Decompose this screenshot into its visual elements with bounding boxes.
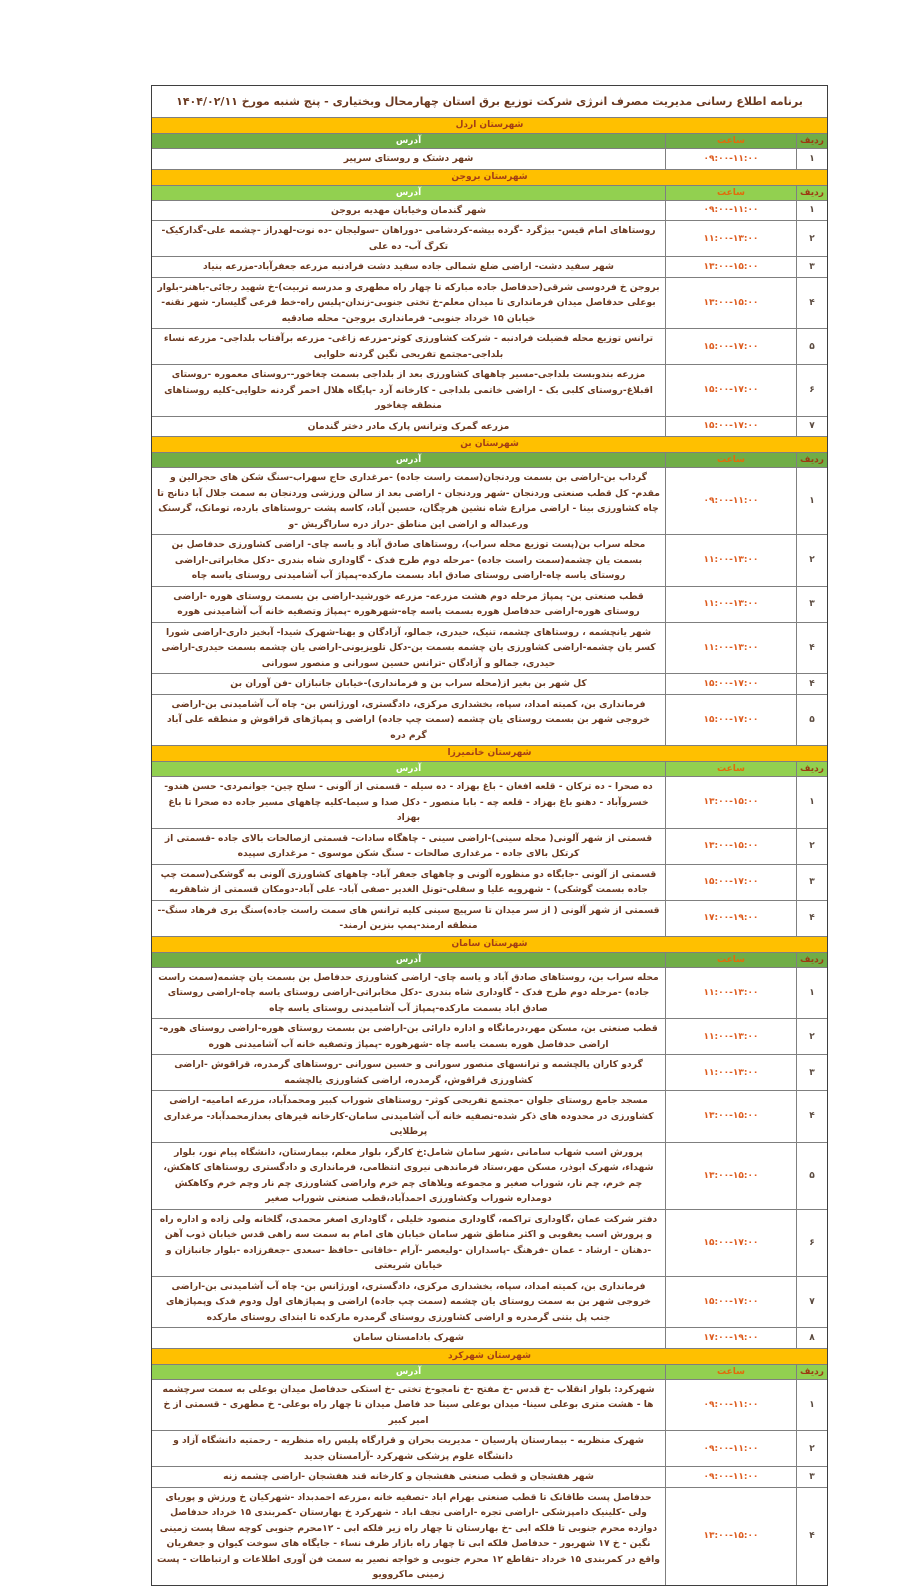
- schedule-row: [152, 220, 827, 256]
- address-cell: بروجن خ فردوسی شرقی(حدفاصل جاده مبارکه تا چهار راه مطهری و مدرسه تربیت)-خ شهید رجائی-باهنر-بلوار بوعلی حدفاصل میدان فرمانداری تا میدان معلم-خ تختی جنوبی-زندان-پلیس راه-خط فرعی گلیسار- شهر نقنه- خیابان ۱۵ خرداد جنوبی- فرمانداری بروجن- محله صادقیه: [152, 278, 666, 329]
- row-number-cell: ۴: [809, 678, 815, 689]
- schedule-row: [152, 277, 827, 329]
- section-rows: [152, 967, 827, 1348]
- schedule-row: [152, 1327, 827, 1348]
- column-header-time: ساعت: [666, 134, 797, 148]
- time-cell: ۰۹:۰۰-۱۱:۰۰: [666, 1380, 797, 1431]
- row-number-cell: ۴: [809, 297, 815, 308]
- address-cell: پرورش اسب شهاب سامانی ،شهر سامان شامل:خ کارگر، بلوار معلم، بیمارستان، دانشگاه پیام نور، بلوار شهداء، شهرک ابوذر، مسکن مهر،ستاد فرماندهی نیروی انتظامی، فرمانداری و دادگستری روستاهای کاهکش، چم خرم، چم نار، شوراب صغیر و مجموعه ویلاهای چم خرم واراضی کشاورزی چم نار وچم خرم وکاهکش دومداره شوراب وکشاورزی احمدآباد،قطب صنعتی شوراب صغیر: [152, 1143, 666, 1209]
- row-number-cell: ۶: [809, 1237, 815, 1248]
- schedule-row: [152, 828, 827, 864]
- county-header-bar: شهرستان اردل: [152, 117, 827, 133]
- row-number-cell: ۵: [809, 714, 815, 725]
- address-cell: ده صحرا - ده ترکان - قلعه افغان - باغ بهزاد - ده سیله - قسمتی از آلونی - سلح چین- جوانمردی- حسن هندو- خسروآباد - دهنو باغ بهزاد - قلعه چه - بابا منصور - دکل صدا و سیما-کلیه چاههای مسیر جاده ده صحرا تا باغ بهزاد: [152, 777, 666, 828]
- row-number-cell: ۴: [809, 1111, 815, 1122]
- row-number-cell: ۴: [809, 1531, 815, 1541]
- row-number-cell: ۸: [809, 1332, 815, 1343]
- county-section: [152, 169, 827, 437]
- time-cell: ۱۳:۰۰-۱۵:۰۰: [666, 257, 797, 277]
- column-header-address: آدرس: [152, 134, 666, 148]
- time-cell: ۱۳:۰۰-۱۵:۰۰: [666, 1488, 797, 1585]
- address-cell: کل شهر بن بغیر از(محله سراب بن و فرمانداری)-خیابان جانبازان -فن آوران بن: [152, 674, 666, 694]
- address-cell: مزرعه گمرک وترانس پارک مادر دختر گندمان: [152, 417, 666, 437]
- time-cell: ۱۵:۰۰-۱۷:۰۰: [666, 1277, 797, 1328]
- column-header-address: آدرس: [152, 186, 666, 200]
- county-header-bar: شهرستان بروجن: [152, 169, 827, 185]
- address-cell: شهر هفشجان و قطب صنعتی هفشجان و کارخانه قند هفشجان -اراضی چشمه زنه: [152, 1467, 666, 1487]
- schedule-row: [152, 1430, 827, 1466]
- column-header-address: آدرس: [152, 953, 666, 967]
- address-cell: ترانس توزیع محله فضیلت فرادنبه - شرکت کشاورزی کوثر-مزرعه زاغی- مزرعه برآفتاب بلداجی- مزرعه نساء بلداجی-مجتمع تفریحی نگین گردنه حلوایی: [152, 329, 666, 364]
- county-section: [152, 936, 827, 1348]
- column-header-rownum: ردیف: [797, 453, 827, 467]
- row-number-cell: ۲: [809, 1031, 815, 1042]
- time-cell: ۰۹:۰۰-۱۱:۰۰: [666, 201, 797, 221]
- column-header-address: آدرس: [152, 453, 666, 467]
- county-header-bar: شهرستان بن: [152, 436, 827, 452]
- schedule-row: [152, 864, 827, 900]
- column-header-address: آدرس: [152, 1365, 666, 1379]
- schedule-row: [152, 1142, 827, 1209]
- time-cell: ۱۵:۰۰-۱۷:۰۰: [666, 417, 797, 437]
- address-cell: قسمتی از آلونی -جایگاه دو منظوره آلونی و چاههای جعفر آباد- چاههای کشاورزی آلونی به گوشکی(سمت چپ جاده بسمت گوشکی) - شهرویه علیا و سفلی-تونل الغدیر -صفی آباد- علی آباد-دومکان قسمتی از شاهقریه: [152, 865, 666, 900]
- row-number-cell: ۱: [809, 797, 815, 808]
- schedule-row: [152, 1487, 827, 1585]
- document-title: برنامه اطلاع رسانی مدیریت مصرف انرژی شرکت توزیع برق استان چهارمحال وبختیاری - پنج شنبه مورخ ۱۴۰۴/۰۲/۱۱: [176, 95, 803, 108]
- row-number-cell: ۵: [809, 1170, 815, 1181]
- county-section: [152, 117, 827, 169]
- time-cell: ۱۳:۰۰-۱۵:۰۰: [666, 1091, 797, 1142]
- address-cell: شهر دشتک و روستای سرپیر: [152, 149, 666, 169]
- address-cell: شهر گندمان وخیابان مهدیه بروجن: [152, 201, 666, 221]
- time-cell: ۱۱:۰۰-۱۳:۰۰: [666, 1019, 797, 1054]
- time-cell: ۱۵:۰۰-۱۷:۰۰: [666, 674, 797, 694]
- time-cell: ۱۱:۰۰-۱۳:۰۰: [666, 221, 797, 256]
- time-cell: ۰۹:۰۰-۱۱:۰۰: [666, 1431, 797, 1466]
- county-section: [152, 745, 827, 936]
- row-number-cell: ۱: [809, 987, 815, 998]
- time-cell: ۱۵:۰۰-۱۷:۰۰: [666, 865, 797, 900]
- schedule-row: [152, 1379, 827, 1431]
- time-cell: ۱۵:۰۰-۱۷:۰۰: [666, 695, 797, 746]
- time-cell: ۱۳:۰۰-۱۵:۰۰: [666, 1143, 797, 1209]
- schedule-row: [152, 1209, 827, 1276]
- row-number-cell: ۴: [809, 642, 815, 653]
- outage-schedule-document: [151, 85, 828, 1586]
- row-number-cell: ۳: [809, 1067, 815, 1078]
- schedule-row: [152, 900, 827, 936]
- row-number-cell: ۳: [809, 261, 815, 272]
- schedule-row: [152, 256, 827, 277]
- time-cell: ۰۹:۰۰-۱۱:۰۰: [666, 468, 797, 534]
- column-header-rownum: ردیف: [797, 762, 827, 776]
- address-cell: شهرکرد: بلوار انقلاب -خ قدس -خ مفتح -خ نامجو-خ تختی -خ استکی حدفاصل میدان بوعلی به سمت سرچشمه ها - هشت متری بوعلی سینا- میدان بوعلی سینا حد فاصل میدان تا چهار راه بوعلی- خ مطهری - قسمتی از خ امیر کبیر: [152, 1380, 666, 1431]
- address-cell: دفتر شرکت عمان ،گاوداری تراکمه، گاوداری منصود خلیلی ، گاوداری اصغر محمدی، گلخانه ولی زاده و اداره راه و پرورش اسب یعقوبی و اکثر مناطق شهر سامان خیابان های امام به سمت سه راهی قدس خیابان ذوب آهن -دهنان - ارشاد - عمان -فرهنگ -پاسداران -ولیعصر -آرام -خاقانی -حافظ -سعدی -جعفرزاده -بلوار جانبازان و خیابان شریعتی: [152, 1210, 666, 1276]
- schedule-row: [152, 200, 827, 221]
- county-header-bar: شهرستان شهرکرد: [152, 1348, 827, 1364]
- schedule-row: [152, 364, 827, 416]
- schedule-row: [152, 148, 827, 169]
- row-number-cell: ۳: [809, 877, 815, 887]
- row-number-cell: ۲: [809, 555, 815, 566]
- schedule-row: [152, 1276, 827, 1328]
- row-number-cell: ۱: [809, 153, 815, 164]
- column-header-row: [152, 952, 827, 967]
- row-number-cell: ۲: [809, 1443, 815, 1454]
- sections-container: [152, 117, 827, 1585]
- address-cell: شهر یانچشمه ، روستاهای چشمه، تنیک، حیدری، جمالو، آزادگان و یهنا-شهرک شیدا- آبخیز داری-اراضی شورا کسر یان چشمه-اراضی کشاورزی یان چشمه بسمت بن-دکل تلویزیونی-اراضی یان چشمه بسمت حیدری-اراضی حیدری، جمالو و آزادگان -ترانس حسین سورانی و منصور سورانی: [152, 623, 666, 674]
- column-header-time: ساعت: [666, 762, 797, 776]
- section-rows: [152, 776, 827, 936]
- column-header-row: [152, 761, 827, 776]
- county-section: [152, 1348, 827, 1585]
- address-cell: قطب صنعتی بن- پمپاژ مرحله دوم هشت مزرعه- مزرعه خورشید-اراضی بن بسمت روستای هوره -اراضی روستای هوره-اراضی حدفاصل هوره بسمت یاسه چاه-شهرهوره -پمپاژ وتصفیه خانه آب آشامیدنی هوره: [152, 587, 666, 622]
- time-cell: ۱۳:۰۰-۱۵:۰۰: [666, 829, 797, 864]
- address-cell: مسجد جامع روستای جلوان -مجتمع تفریحی کوثر- روستاهای شوراب کبیر ومحمدآباد، مزرعه امامیه- اراضی کشاورزی در محدوده های ذکر شده-تصفیه خانه آب آشامیدنی سامان-کارخانه قیرهای بعدازمحمدآباد- مرغداری پرطلایی: [152, 1091, 666, 1142]
- column-header-time: ساعت: [666, 1365, 797, 1379]
- time-cell: ۱۳:۰۰-۱۵:۰۰: [666, 777, 797, 828]
- schedule-row: [152, 328, 827, 364]
- address-cell: حدفاصل پست طاقانک تا قطب صنعتی بهرام اباد -تصفیه خانه ،مزرعه احمدبداد -شهرکیان خ ورزش و پوریای ولی -کلینیک دامپزشکی -اراضی تجره -اراضی نجف اباد - شهرکرد خ بهارستان -کمربندی ۱۵ خرداد حدفاصل دوازده محرم جنوبی تا فلکه ابی -خ بهارستان تا چهار راه زیر فلکه ابی - ۱۲محرم جنوبی کوچه سقا پست زمینی نگین - خ ۱۷ شهریور - حدفاصل فلکه ابی تا چهار راه بازار طرف نساء - جایگاه های سوخت کیوان و جعفریان واقع در کمربندی ۱۵ خرداد -تقاطع ۱۲ محرم جنوبی و خواجه نصیر به سمت فن آوری اطلاعات و ارتباطات - پست زمینی ماکروویو: [152, 1488, 666, 1585]
- time-cell: ۱۳:۰۰-۱۵:۰۰: [666, 278, 797, 329]
- section-rows: [152, 148, 827, 169]
- column-header-rownum: ردیف: [797, 953, 827, 967]
- column-header-rownum: ردیف: [797, 134, 827, 148]
- schedule-row: [152, 622, 827, 674]
- row-number-cell: ۶: [809, 385, 815, 396]
- time-cell: ۱۵:۰۰-۱۷:۰۰: [666, 1210, 797, 1276]
- time-cell: ۱۵:۰۰-۱۷:۰۰: [666, 365, 797, 416]
- section-rows: [152, 1379, 827, 1585]
- county-section: [152, 436, 827, 745]
- column-header-row: [152, 133, 827, 148]
- address-cell: فرمانداری بن، کمیته امداد، سپاه، بخشداری مرکزی، دادگستری، اورژانس بن- چاه آب آشامیدنی بن-اراضی خروجی شهر بن بسمت روستای یان چشمه (سمت چپ جاده) اراضی و پمپاژهای قراقوش و منطقه علی آباد گرم دره: [152, 695, 666, 746]
- address-cell: قطب صنعتی بن، مسکن مهر،درمانگاه و اداره دارائی بن-اراضی بن بسمت روستای هوره-اراضی روستای هوره-اراضی حدفاصل هوره بسمت یاسه چاه -شهرهوره -پمپاژ وتصفیه خانه آب آشامیدنی هوره: [152, 1019, 666, 1054]
- address-cell: محله سراب بن، روستاهای صادق آباد و یاسه چای- اراضی کشاورزی حدفاصل بن بسمت یان چشمه(سمت راست جاده) -مرحله دوم طرح فدک - گاوداری شاه بندری -دکل مخابراتی-اراضی روستای یاسه چاه-اراضی روستای صادق اباد بسمت مارکده-پمپاژ آب آشامیدنی روستای یاسه چاه: [152, 968, 666, 1019]
- column-header-time: ساعت: [666, 186, 797, 200]
- address-cell: شهرک بادامستان سامان: [152, 1328, 666, 1348]
- schedule-row: [152, 586, 827, 622]
- address-cell: روستاهای امام قیس- بیژگرد -گرده بیشه-کردشامی -دوراهان -سولیجان -ده نوت-لهدراز -چشمه علی-گدارکیک-تکرگ آب- ده علی: [152, 221, 666, 256]
- schedule-row: [152, 673, 827, 694]
- schedule-row: [152, 534, 827, 586]
- time-cell: ۱۱:۰۰-۱۳:۰۰: [666, 623, 797, 674]
- section-rows: [152, 200, 827, 437]
- column-header-rownum: ردیف: [797, 1365, 827, 1379]
- row-number-cell: ۱: [809, 496, 815, 506]
- time-cell: ۱۱:۰۰-۱۳:۰۰: [666, 587, 797, 622]
- county-header-bar: شهرستان سامان: [152, 936, 827, 952]
- address-cell: گرداب بن-اراضی بن بسمت وردنجان(سمت راست جاده) -مرغداری حاج سهراب-سنگ شکن های حجرالین و مقدم- کل قطب صنعتی وردنجان -شهر وردنجان - اراضی بعد از سالن ورزشی وردنجان به سمت جلال آبا دنانج تا چاه کشاورزی بینا - اراضی مزارع شاه نشین هرچگان، حسین آباد، کاسه پشت -روستاهای بارده، تومانک، گرسنک ورعبداله و اراضی این مناطق -دراز دره ساراگریش -و: [152, 468, 666, 534]
- row-number-cell: ۱: [809, 1399, 815, 1410]
- schedule-row: [152, 1054, 827, 1090]
- schedule-row: [152, 467, 827, 534]
- column-header-time: ساعت: [666, 953, 797, 967]
- column-header-address: آدرس: [152, 762, 666, 776]
- address-cell: فرمانداری بن، کمیته امداد، سپاه، بخشداری مرکزی، دادگستری، اورژانس بن- چاه آب آشامیدنی بن-اراضی خروجی شهر بن به سمت روستای یان چشمه (سمت چپ جاده) اراضی و پمپاژهای اول ودوم فدک وپمپاژهای جنب پل بتنی گرمدره و اراضی کشاورزی روستای گرمدره مارکده تا ابتدای روستای مارکده: [152, 1277, 666, 1328]
- schedule-row: [152, 1018, 827, 1054]
- time-cell: ۱۵:۰۰-۱۷:۰۰: [666, 329, 797, 364]
- column-header-row: [152, 452, 827, 467]
- section-rows: [152, 467, 827, 745]
- column-header-row: [152, 185, 827, 200]
- schedule-row: [152, 1090, 827, 1142]
- schedule-row: [152, 1466, 827, 1487]
- row-number-cell: ۲: [809, 233, 815, 244]
- schedule-row: [152, 694, 827, 746]
- time-cell: ۱۷:۰۰-۱۹:۰۰: [666, 1328, 797, 1348]
- address-cell: شهرک منظریه - بیمارستان پارسیان - مدیریت بحران و قرارگاه پلیس راه منظریه - رحمتیه دانشگاه آزاد و دانشگاه علوم پزشکی شهرکرد -آرامستان جدید: [152, 1431, 666, 1466]
- address-cell: مزرعه بندوبست بلداجی-مسیر چاههای کشاورزی بعد از بلداجی بسمت چغاخور--روستای معموره -روستای اقبلاغ-روستای کلبی بک - اراضی خاتمی بلداجی - کارخانه آرد -پایگاه هلال احمر گردنه حلوایی-کلیه روستاهای منطقه چغاخور: [152, 365, 666, 416]
- row-number-cell: ۵: [809, 341, 815, 352]
- column-header-time: ساعت: [666, 453, 797, 467]
- time-cell: ۱۷:۰۰-۱۹:۰۰: [666, 901, 797, 936]
- address-cell: قسمتی از شهر آلونی( محله سینی)-اراضی سینی - چاهگاه سادات- قسمتی ازصالحات بالای جاده -قسمتی از کرتکل بالای جاده - مرغداری صالحات - سنگ شکن موسوی - مرغداری سپیده: [152, 829, 666, 864]
- row-number-cell: ۱: [809, 205, 815, 216]
- schedule-row: [152, 416, 827, 437]
- county-header-bar: شهرستان خانمیرزا: [152, 745, 827, 761]
- column-header-row: [152, 1364, 827, 1379]
- time-cell: ۱۱:۰۰-۱۳:۰۰: [666, 535, 797, 586]
- row-number-cell: ۷: [809, 421, 815, 432]
- time-cell: ۰۹:۰۰-۱۱:۰۰: [666, 1467, 797, 1487]
- row-number-cell: ۳: [809, 599, 815, 609]
- column-header-rownum: ردیف: [797, 186, 827, 200]
- row-number-cell: ۴: [809, 913, 815, 923]
- address-cell: گردو کاران یالچشمه و ترانسهای منصور سورانی و حسین سورانی -روستاهای گرمدره، قراقوش -اراضی کشاورزی قراقوش، گرمدره، اراضی کشاورزی یالچشمه: [152, 1055, 666, 1090]
- address-cell: شهر سفید دشت- اراضی ضلع شمالی جاده سفید دشت فرادنبه مزرعه جعفرآباد-مزرعه بنیاد: [152, 257, 666, 277]
- schedule-row: [152, 776, 827, 828]
- address-cell: قسمتی از شهر آلونی ( از سر میدان تا سرپیچ سینی کلیه ترانس های سمت راست جاده)سنگ بری فرهاد سنگ--منطقه ارمند-پمپ بنزین ارمند-: [152, 901, 666, 936]
- address-cell: محله سراب بن(پست توزیع محله سراب)، روستاهای صادق آباد و یاسه چای- اراضی کشاورزی حدفاصل بن بسمت یان چشمه(سمت راست جاده) -مرحله دوم طرح فدک - گاوداری شاه بندری -دکل مخابراتی-اراضی روستای یاسه چاه-اراضی روستای صادق اباد بسمت مارکده-پمپاژ آب آشامیدنی روستای یاسه چاه: [152, 535, 666, 586]
- time-cell: ۱۱:۰۰-۱۳:۰۰: [666, 1055, 797, 1090]
- time-cell: ۱۱:۰۰-۱۳:۰۰: [666, 968, 797, 1019]
- schedule-row: [152, 967, 827, 1019]
- row-number-cell: ۳: [809, 1471, 815, 1482]
- time-cell: ۰۹:۰۰-۱۱:۰۰: [666, 149, 797, 169]
- row-number-cell: ۷: [809, 1296, 815, 1307]
- row-number-cell: ۲: [809, 841, 815, 851]
